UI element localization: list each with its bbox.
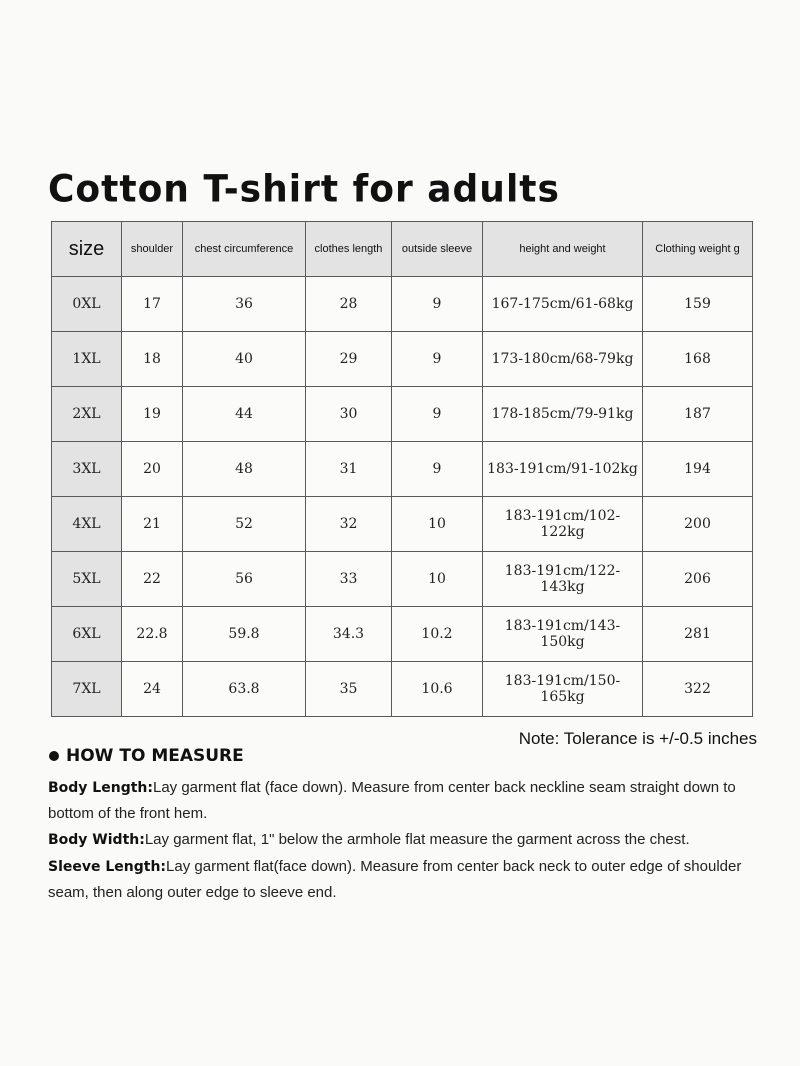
table-cell: 59.8 xyxy=(183,607,306,662)
size-chart-table xyxy=(51,221,753,717)
table-cell: 63.8 xyxy=(183,662,306,717)
table-cell: 187 xyxy=(643,387,753,442)
measure-instructions xyxy=(48,775,760,906)
instruction-text: Lay garment flat, 1" below the armhole flat measure the garment across the chest. xyxy=(144,831,690,848)
tolerance-note: Note: Tolerance is +/-0.5 inches xyxy=(518,729,757,748)
table-cell: 44 xyxy=(183,387,306,442)
instruction-body-width xyxy=(48,827,760,853)
table-cell: 178-185cm/79-91kg xyxy=(483,387,643,442)
column-header: size xyxy=(52,222,122,277)
size-cell: 4XL xyxy=(52,497,122,552)
page-title: Cotton T-shirt for adults xyxy=(48,168,560,212)
table-cell: 29 xyxy=(306,332,392,387)
how-to-measure-title: HOW TO MEASURE xyxy=(66,746,244,766)
instruction-body-length xyxy=(48,775,760,826)
table-cell: 48 xyxy=(183,442,306,497)
table-cell: 22.8 xyxy=(122,607,183,662)
table-cell: 183-191cm/91-102kg xyxy=(483,442,643,497)
bullet-icon xyxy=(49,751,59,761)
column-header: shoulder xyxy=(122,222,183,277)
column-header: Clothing weight g xyxy=(643,222,753,277)
table-row xyxy=(52,497,753,552)
size-cell: 1XL xyxy=(52,332,122,387)
table-cell: 10.2 xyxy=(392,607,483,662)
table-cell: 9 xyxy=(392,277,483,332)
column-header: height and weight xyxy=(483,222,643,277)
size-cell: 7XL xyxy=(52,662,122,717)
table-row xyxy=(52,662,753,717)
size-cell: 2XL xyxy=(52,387,122,442)
table-cell: 10 xyxy=(392,497,483,552)
table-cell: 159 xyxy=(643,277,753,332)
table-row xyxy=(52,607,753,662)
table-cell: 167-175cm/61-68kg xyxy=(483,277,643,332)
table-cell: 20 xyxy=(122,442,183,497)
column-header: chest circumference xyxy=(183,222,306,277)
table-cell: 173-180cm/68-79kg xyxy=(483,332,643,387)
table-row xyxy=(52,277,753,332)
table-cell: 21 xyxy=(122,497,183,552)
table-cell: 32 xyxy=(306,497,392,552)
table-cell: 200 xyxy=(643,497,753,552)
table-header-row xyxy=(52,222,753,277)
table-cell: 194 xyxy=(643,442,753,497)
table-cell: 183-191cm/143-150kg xyxy=(483,607,643,662)
size-cell: 3XL xyxy=(52,442,122,497)
instruction-sleeve-length xyxy=(48,854,760,905)
table-cell: 33 xyxy=(306,552,392,607)
how-to-measure-heading xyxy=(49,746,244,766)
table-cell: 22 xyxy=(122,552,183,607)
table-cell: 9 xyxy=(392,387,483,442)
size-cell: 6XL xyxy=(52,607,122,662)
instruction-label: Sleeve Length: xyxy=(48,859,167,875)
instruction-text: Lay garment flat (face down). Measure from center back neckline seam straight down to bottom of the front hem. xyxy=(48,779,736,822)
instruction-text: Lay garment flat(face down). Measure from center back neck to outer edge of shoulder seam, then along outer edge to sleeve end. xyxy=(48,858,742,901)
column-header: clothes length xyxy=(306,222,392,277)
table-cell: 206 xyxy=(643,552,753,607)
table-cell: 183-191cm/150-165kg xyxy=(483,662,643,717)
table-cell: 28 xyxy=(306,277,392,332)
table-row xyxy=(52,552,753,607)
table-cell: 183-191cm/102-122kg xyxy=(483,497,643,552)
table-cell: 17 xyxy=(122,277,183,332)
table-cell: 24 xyxy=(122,662,183,717)
instruction-label: Body Length: xyxy=(48,780,153,796)
table-cell: 34.3 xyxy=(306,607,392,662)
size-cell: 0XL xyxy=(52,277,122,332)
table-cell: 30 xyxy=(306,387,392,442)
table-cell: 322 xyxy=(643,662,753,717)
table-cell: 36 xyxy=(183,277,306,332)
table-row xyxy=(52,387,753,442)
table-row xyxy=(52,442,753,497)
table-cell: 168 xyxy=(643,332,753,387)
table-cell: 40 xyxy=(183,332,306,387)
table-cell: 35 xyxy=(306,662,392,717)
table-cell: 9 xyxy=(392,332,483,387)
table-cell: 52 xyxy=(183,497,306,552)
table-cell: 281 xyxy=(643,607,753,662)
table-cell: 31 xyxy=(306,442,392,497)
table-cell: 183-191cm/122-143kg xyxy=(483,552,643,607)
table-cell: 18 xyxy=(122,332,183,387)
column-header: outside sleeve xyxy=(392,222,483,277)
size-cell: 5XL xyxy=(52,552,122,607)
table-cell: 9 xyxy=(392,442,483,497)
table-cell: 19 xyxy=(122,387,183,442)
table-cell: 10.6 xyxy=(392,662,483,717)
table-cell: 10 xyxy=(392,552,483,607)
instruction-label: Body Width: xyxy=(48,832,145,848)
table-cell: 56 xyxy=(183,552,306,607)
table-row xyxy=(52,332,753,387)
